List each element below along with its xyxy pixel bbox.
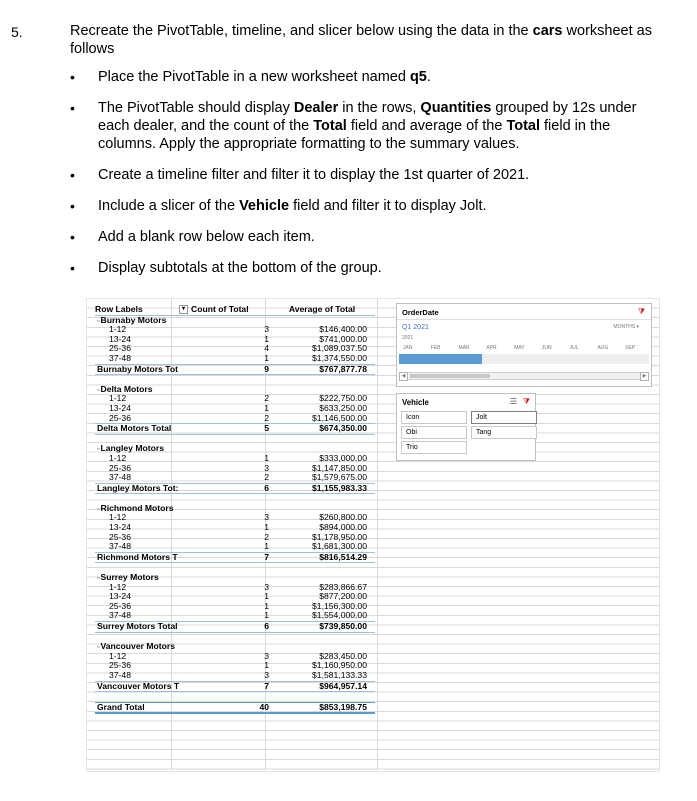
group-row-label: 37-48 xyxy=(109,473,131,483)
group-row-count: 3 xyxy=(264,650,269,661)
group-row-count: 2 xyxy=(264,412,269,423)
group-row-count: 1 xyxy=(264,591,269,602)
timeline-scrollbar[interactable] xyxy=(399,372,649,380)
group-row xyxy=(95,611,375,621)
multi-select-icon[interactable]: ☰ xyxy=(509,397,517,406)
group-row xyxy=(95,473,375,483)
group-row-label: 37-48 xyxy=(109,542,131,552)
group-row-count: 2 xyxy=(264,531,269,542)
subtotal-row-label: Langley Motors Tot: xyxy=(97,483,179,493)
timeline-month-may[interactable]: MAY xyxy=(514,345,525,351)
group-row-count: 2 xyxy=(264,472,269,483)
subtotal-row-count: 5 xyxy=(264,423,269,434)
dealer-row-label: ▫Delta Motors xyxy=(97,384,153,394)
group-row-count: 1 xyxy=(264,660,269,671)
grand-total-row-label: Grand Total xyxy=(97,702,145,712)
dealer-row-label: ▫Burnaby Motors xyxy=(97,315,167,325)
group-row-count: 1 xyxy=(264,352,269,363)
pivot-header-row xyxy=(95,305,375,316)
grand-total-row-count: 40 xyxy=(259,701,269,712)
group-row-average: $1,146,500.00 xyxy=(312,412,367,423)
question-intro xyxy=(70,22,680,58)
pivot-table xyxy=(95,305,375,714)
dealer-row-label: ▫Langley Motors xyxy=(97,444,164,454)
group-row-count: 1 xyxy=(264,333,269,344)
timeline-months xyxy=(399,345,649,353)
group-row-count: 3 xyxy=(264,324,269,335)
group-row xyxy=(95,542,375,552)
group-row-average: $1,160,950.00 xyxy=(312,660,367,671)
subtotal-row xyxy=(95,483,375,495)
group-row xyxy=(95,414,375,424)
group-row-label: 25-36 xyxy=(109,601,131,611)
group-row-label: 37-48 xyxy=(109,353,131,363)
subtotal-row-average: $674,350.00 xyxy=(319,423,367,434)
slicer-item-trio[interactable]: Trio xyxy=(401,441,467,454)
subtotal-row-count: 6 xyxy=(264,621,269,631)
subtotal-row-label: Surrey Motors Total xyxy=(97,622,178,631)
timeline-month-apr[interactable]: APR xyxy=(486,345,497,351)
group-row-label: 37-48 xyxy=(109,670,131,680)
subtotal-row-label: Vancouver Motors T xyxy=(97,681,180,691)
subtotal-row xyxy=(95,621,375,633)
subtotal-row-average: $1,155,983.33 xyxy=(312,482,367,493)
subtotal-row-label: Burnaby Motors Tot xyxy=(97,364,178,374)
group-row-count: 4 xyxy=(264,343,269,354)
collapse-icon[interactable]: ▫ xyxy=(97,644,100,652)
timeline-selection[interactable] xyxy=(399,354,482,364)
subtotal-row-average: $739,850.00 xyxy=(319,621,367,631)
group-row-label: 1-12 xyxy=(109,651,127,661)
group-row-count: 2 xyxy=(264,393,269,404)
timeline-title: OrderDate xyxy=(402,308,439,317)
row-labels-header[interactable]: Row Labels xyxy=(95,305,143,314)
group-row-count: 3 xyxy=(264,462,269,473)
group-row-count: 1 xyxy=(264,541,269,552)
group-row-average: $894,000.00 xyxy=(319,522,367,533)
group-row-average: $222,750.00 xyxy=(319,393,367,404)
count-header: ▾ Count of Total xyxy=(181,305,273,315)
group-row-count: 3 xyxy=(264,669,269,680)
group-row-average: $1,156,300.00 xyxy=(312,600,367,611)
filter-clear-icon[interactable]: ⧩ xyxy=(637,307,645,316)
group-row-label: 37-48 xyxy=(109,611,131,621)
subtotal-row xyxy=(95,423,375,435)
group-row-average: $283,866.67 xyxy=(319,581,367,592)
group-row-average: $1,089,037.50 xyxy=(312,343,367,354)
timeline-month-jan[interactable]: JAN xyxy=(403,345,413,351)
row-labels-filter-button[interactable]: ▾ xyxy=(179,305,188,314)
bullet-4: • Include a slicer of the Vehicle field and filter it to display Jolt. xyxy=(70,197,670,215)
group-row-count: 1 xyxy=(264,452,269,463)
group-row-average: $260,800.00 xyxy=(319,512,367,523)
group-row-average: $1,178,950.00 xyxy=(312,531,367,542)
group-row-average: $1,374,550.00 xyxy=(312,352,367,363)
group-row xyxy=(95,671,375,681)
collapse-icon[interactable]: ▫ xyxy=(97,505,100,513)
average-header: Average of Total xyxy=(288,304,356,314)
group-row-label: 25-36 xyxy=(109,532,131,542)
subtotal-row-average: $964,957.14 xyxy=(319,680,367,691)
dealer-row-label: ▫Richmond Motors xyxy=(97,503,174,513)
group-row-average: $1,681,300.00 xyxy=(312,541,367,552)
bullet-2: • The PivotTable should display Dealer in the rows, Quantities grouped by 12s under each dealer, and the count of the Total field and average of the Total field in the columns. Apply the appropriate formatting to the summary values. xyxy=(70,99,670,153)
slicer-item-icon[interactable]: Icon xyxy=(401,411,467,424)
timeline-year: 2021 xyxy=(402,335,414,341)
group-row-label: 25-36 xyxy=(109,344,131,354)
blank-row xyxy=(95,633,375,643)
intro-suffix: worksheet as follows xyxy=(70,23,652,57)
subtotal-row-count: 7 xyxy=(264,551,269,562)
timeline-month-mar[interactable]: MAR xyxy=(458,345,470,351)
slicer-title: Vehicle xyxy=(402,398,429,407)
timeline-month-feb[interactable]: FEB xyxy=(430,345,441,351)
group-row-average: $333,000.00 xyxy=(319,452,367,463)
collapse-icon[interactable]: ▫ xyxy=(97,446,100,454)
scroll-thumb[interactable] xyxy=(410,374,490,378)
group-row-average: $877,200.00 xyxy=(319,591,367,602)
slicer-item-obi[interactable]: Obi xyxy=(401,426,467,439)
timeline-bar[interactable] xyxy=(399,354,649,364)
group-row-label: 1-12 xyxy=(109,513,127,523)
subtotal-row-count: 6 xyxy=(264,482,269,493)
vehicle-slicer[interactable] xyxy=(396,393,536,461)
bullet-1: • Place the PivotTable in a new worksheet named q5. xyxy=(70,68,670,86)
timeline-period: Q1 2021 xyxy=(402,324,429,331)
group-row-count: 1 xyxy=(264,610,269,621)
timeline-filter[interactable] xyxy=(396,303,652,387)
subtotal-row-count: 7 xyxy=(264,680,269,691)
group-row-label: 13-24 xyxy=(109,334,131,344)
grand-total-row-average: $853,198.75 xyxy=(319,701,367,712)
group-row-average: $1,581,133.33 xyxy=(312,669,367,680)
grand-total-row xyxy=(95,702,375,715)
blank-row xyxy=(95,563,375,573)
collapse-icon[interactable]: ▫ xyxy=(97,575,100,583)
group-row-label: 1-12 xyxy=(109,453,127,463)
timeline-divider xyxy=(397,319,651,320)
collapse-icon[interactable]: ▫ xyxy=(97,317,100,325)
subtotal-row-average: $816,514.29 xyxy=(319,551,367,562)
timeline-month-jul[interactable]: JUL xyxy=(569,345,579,351)
blank-row xyxy=(95,435,375,445)
group-row-count: 1 xyxy=(264,600,269,611)
subtotal-row xyxy=(95,552,375,564)
group-row-label: 1-12 xyxy=(109,394,127,404)
collapse-icon[interactable]: ▫ xyxy=(97,386,100,394)
slicer-item-jolt[interactable]: Jolt xyxy=(471,411,537,424)
group-row-average: $1,147,850.00 xyxy=(312,462,367,473)
group-row xyxy=(95,354,375,364)
blank-row xyxy=(95,494,375,504)
intro-bold: cars xyxy=(532,23,563,39)
subtotal-row xyxy=(95,364,375,376)
group-row-count: 1 xyxy=(264,402,269,413)
group-row-average: $1,554,000.00 xyxy=(312,610,367,621)
blank-row xyxy=(95,692,375,702)
timeline-month-aug[interactable]: AUG xyxy=(597,345,609,351)
subtotal-row-count: 9 xyxy=(264,363,269,374)
question-number: 5. xyxy=(11,24,23,40)
timeline-level-dropdown[interactable]: MONTHS ▾ xyxy=(613,324,639,330)
filter-clear-icon[interactable]: ⧩ xyxy=(522,397,530,406)
timeline-month-sep[interactable]: SEP xyxy=(625,345,636,351)
group-row-label: 1-12 xyxy=(109,325,127,335)
group-row-label: 25-36 xyxy=(109,413,131,423)
group-row-count: 3 xyxy=(264,512,269,523)
subtotal-row-average: $767,877.78 xyxy=(319,363,367,374)
slicer-item-tang[interactable]: Tang xyxy=(471,426,537,439)
bullet-3: • Create a timeline filter and filter it to display the 1st quarter of 2021. xyxy=(70,166,670,184)
scroll-right-icon[interactable]: ▶ xyxy=(640,372,649,381)
subtotal-row-label: Delta Motors Total xyxy=(97,424,172,434)
dealer-row-label: ▫Vancouver Motors xyxy=(97,642,175,652)
group-row-label: 13-24 xyxy=(109,592,131,602)
dealer-row-label: ▫Surrey Motors xyxy=(97,573,159,583)
instruction-list xyxy=(70,68,670,290)
group-row-count: 1 xyxy=(264,522,269,533)
group-row-count: 3 xyxy=(264,581,269,592)
subtotal-row-label: Richmond Motors T xyxy=(97,552,178,562)
group-row-average: $741,000.00 xyxy=(319,333,367,344)
group-row-label: 1-12 xyxy=(109,582,127,592)
group-row-label: 13-24 xyxy=(109,403,131,413)
excel-sheet-screenshot xyxy=(86,298,660,772)
group-row-label: 25-36 xyxy=(109,463,131,473)
scroll-left-icon[interactable]: ◀ xyxy=(399,372,408,381)
bullet-5: • Add a blank row below each item. xyxy=(70,228,670,246)
subtotal-row xyxy=(95,681,375,693)
group-row-label: 25-36 xyxy=(109,661,131,671)
blank-row xyxy=(95,375,375,385)
group-row-average: $146,400.00 xyxy=(319,324,367,335)
group-row-average: $1,579,675.00 xyxy=(312,472,367,483)
timeline-month-jun[interactable]: JUN xyxy=(541,345,552,351)
group-row-average: $633,250.00 xyxy=(319,402,367,413)
group-row-average: $283,450.00 xyxy=(319,650,367,661)
group-row-label: 13-24 xyxy=(109,523,131,533)
intro-text: Recreate the PivotTable, timeline, and slicer below using the data in the xyxy=(70,23,533,39)
bullet-6: • Display subtotals at the bottom of the group. xyxy=(70,259,670,277)
